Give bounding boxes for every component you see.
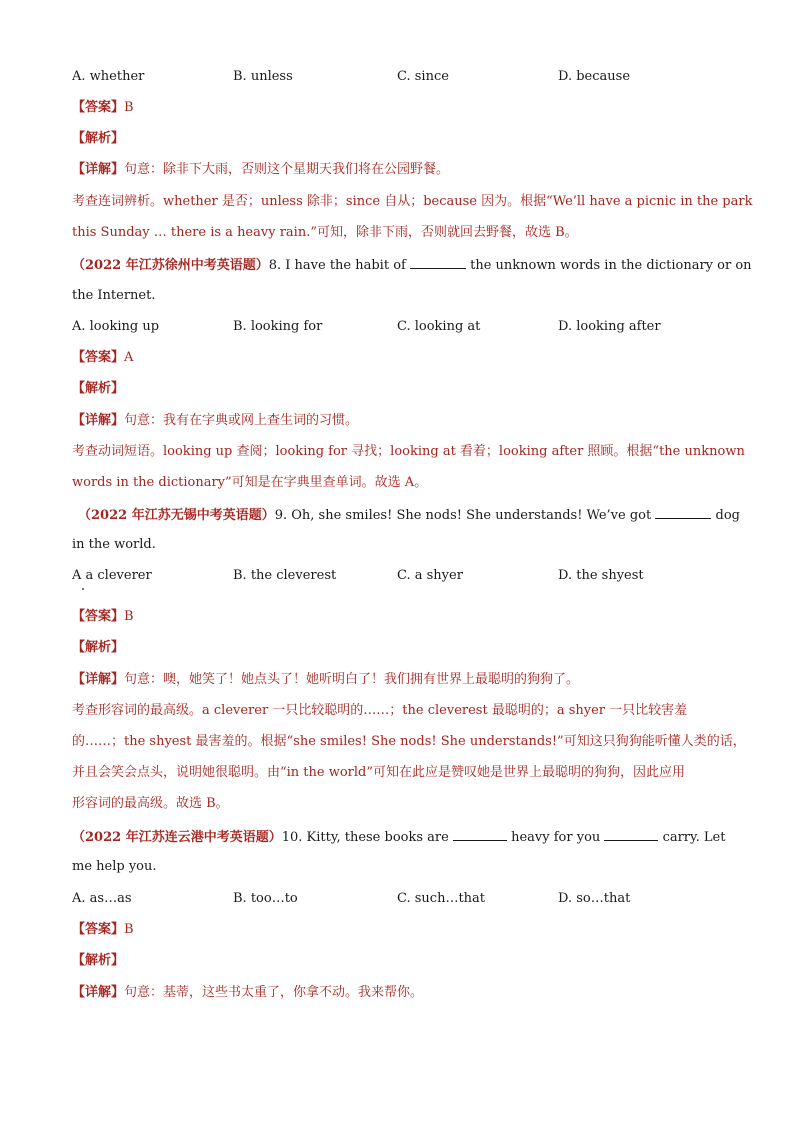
q9-option-a: A a cleverer: [72, 568, 152, 583]
q7-answer-value: B: [124, 100, 134, 115]
q8-stem-line2: the Internet.: [72, 288, 156, 303]
q8-answer: 【答案】A: [72, 350, 134, 365]
q8-explain-line: words in the dictionary”可知是在字典里查单词。故选 A。: [72, 475, 428, 490]
q10-source: （2022 年江苏连云港中考英语题）: [72, 830, 282, 845]
q10-blank-2: [604, 828, 658, 841]
q10-option-c: C. such…that: [397, 891, 486, 906]
q8-explain-line: 考查动词短语。looking up 查阅；looking for 寻找；looking at 看着；looking after 照顾。根据“the unknown: [72, 444, 745, 459]
q9-explain-line: 考查形容词的最高级。a cleverer 一只比较聪明的……；the cleverest 最聪明的；a shyer 一只比较害羞: [72, 703, 688, 718]
q9-explain-line: 的……；the shyest 最害羞的。根据“she smiles! She nods! She understands!”可知这只狗狗能听懂人类的话，: [72, 734, 746, 749]
stray-dot: [82, 588, 84, 590]
q9-stem: （2022 年江苏无锡中考英语题）9. Oh, she smiles! She nods! She understands! We’ve got dog: [78, 508, 740, 523]
q8-analysis-tag: 【解析】: [72, 381, 125, 396]
q10-answer: 【答案】B: [72, 922, 134, 937]
q8-option-a: A. looking up: [72, 319, 160, 334]
q10-detail: 【详解】句意：基蒂，这些书太重了，你拿不动。我来帮你。: [72, 985, 424, 1000]
q9-blank: [655, 506, 711, 519]
q9-analysis-tag: 【解析】: [72, 640, 125, 655]
q8-stem: （2022 年江苏徐州中考英语题）8. I have the habit of the unknown words in the dictionary or on: [72, 258, 752, 273]
q10-option-d: D. so…that: [558, 891, 631, 906]
q7-option-c: C. since: [397, 69, 449, 84]
q10-answer-value: B: [124, 922, 134, 937]
q10-option-b: B. too…to: [233, 891, 298, 906]
q9-option-b: B. the cleverest: [233, 568, 337, 583]
q7-answer: 【答案】B: [72, 100, 134, 115]
q9-stem-line2: in the world.: [72, 537, 156, 552]
q9-option-d: D. the shyest: [558, 568, 644, 583]
q10-stem: （2022 年江苏连云港中考英语题）10. Kitty, these books are heavy for you carry. Let: [72, 830, 726, 845]
q10-blank-1: [453, 828, 507, 841]
q9-source: （2022 年江苏无锡中考英语题）: [78, 508, 275, 523]
q8-blank: [410, 256, 466, 269]
q9-answer: 【答案】B: [72, 609, 134, 624]
q9-detail: 【详解】句意：噢，她笑了！她点头了！她听明白了！我们拥有世界上最聪明的狗狗了。: [72, 672, 580, 687]
q8-detail: 【详解】句意：我有在字典或网上查生词的习惯。: [72, 413, 359, 428]
q8-option-d: D. looking after: [558, 319, 661, 334]
q7-option-a: A. whether: [72, 69, 145, 84]
q10-stem-line2: me help you.: [72, 859, 157, 874]
q7-option-b: B. unless: [233, 69, 293, 84]
q7-option-d: D. because: [558, 69, 631, 84]
q8-source: （2022 年江苏徐州中考英语题）: [72, 258, 269, 273]
q7-explain-line: 考查连词辨析。whether 是否；unless 除非；since 自从；because 因为。根据“We’ll have a picnic in the park: [72, 194, 753, 209]
q7-analysis-tag: 【解析】: [72, 131, 125, 146]
q7-explain-line: this Sunday … there is a heavy rain.”可知，除非下雨，否则就回去野餐，故选 B。: [72, 225, 578, 240]
q9-option-c: C. a shyer: [397, 568, 463, 583]
q8-option-c: C. looking at: [397, 319, 481, 334]
q9-explain-line: 形容词的最高级。故选 B。: [72, 796, 229, 811]
q8-option-b: B. looking for: [233, 319, 323, 334]
q10-analysis-tag: 【解析】: [72, 953, 125, 968]
q8-answer-value: A: [124, 350, 134, 365]
q9-explain-line: 并且会笑会点头，说明她很聪明。由“in the world”可知在此应是赞叹她是世界上最聪明的狗狗，因此应用: [72, 765, 686, 780]
q9-answer-value: B: [124, 609, 134, 624]
q10-option-a: A. as…as: [72, 891, 132, 906]
q7-detail: 【详解】句意：除非下大雨，否则这个星期天我们将在公园野餐。: [72, 162, 450, 177]
